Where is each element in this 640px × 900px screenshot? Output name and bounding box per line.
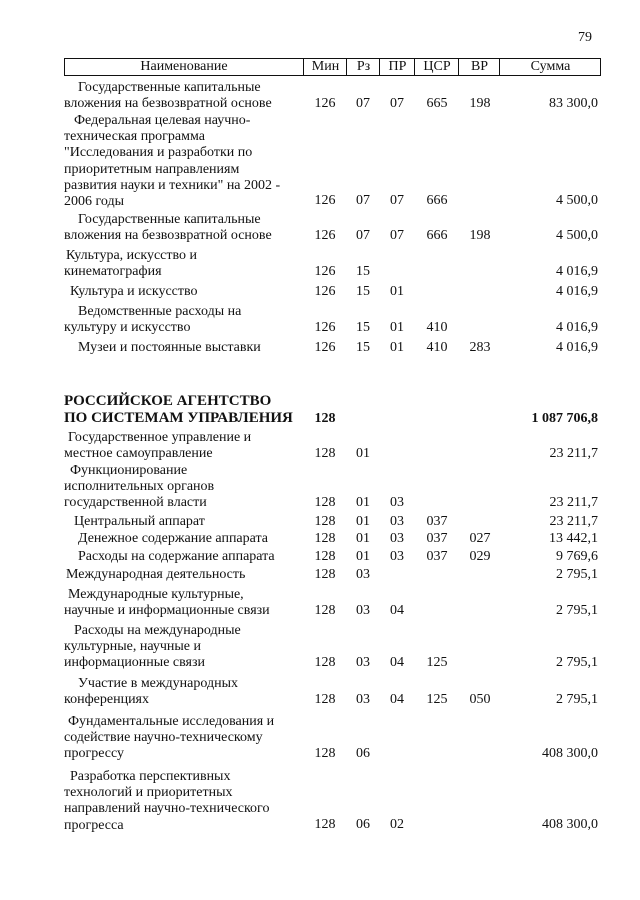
row-rz: 07 <box>356 193 370 208</box>
row-pr: 04 <box>390 603 404 618</box>
row-pr: 03 <box>390 514 404 529</box>
row-min: 128 <box>314 817 336 832</box>
row-min: 128 <box>314 655 336 670</box>
table-row <box>0 676 640 708</box>
row-rz: 01 <box>356 514 370 529</box>
table-row <box>0 80 640 112</box>
row-sum: 4 016,9 <box>556 284 598 299</box>
row-pr: 04 <box>390 692 404 707</box>
row-name: Федеральная целевая научно-техническая программа "Исследования и разработки по приоритетным направлениям развития науки и техники" на 2002 - 2006 годы <box>64 113 281 210</box>
table-row <box>0 549 640 565</box>
row-pr: 02 <box>390 817 404 832</box>
row-min: 126 <box>314 340 336 355</box>
table-row <box>0 304 640 336</box>
row-sum: 408 300,0 <box>542 746 598 761</box>
row-name: Государственное управление и местное самоуправление <box>64 430 252 462</box>
row-vr: 027 <box>469 531 491 546</box>
row-sum: 23 211,7 <box>549 514 598 529</box>
row-name: Функционирование исполнительных органов государственной власти <box>64 463 215 511</box>
row-min: 128 <box>314 567 336 582</box>
row-csr: 410 <box>426 320 448 335</box>
row-sum: 1 087 706,8 <box>531 411 598 426</box>
row-name: Государственные капитальные вложения на безвозвратной основе <box>64 80 272 112</box>
row-rz: 03 <box>356 567 370 582</box>
row-min: 128 <box>314 746 336 761</box>
row-sum: 83 300,0 <box>549 96 598 111</box>
row-pr: 03 <box>390 549 404 564</box>
table-row <box>0 463 640 511</box>
row-pr: 07 <box>390 193 404 208</box>
row-sum: 9 769,6 <box>556 549 598 564</box>
row-sum: 4 500,0 <box>556 193 598 208</box>
row-rz: 15 <box>356 284 370 299</box>
row-sum: 2 795,1 <box>556 567 598 582</box>
header-min: Мин <box>303 59 347 75</box>
row-name: Расходы на содержание аппарата <box>78 549 275 564</box>
row-sum: 4 500,0 <box>556 228 598 243</box>
row-sum: 2 795,1 <box>556 603 598 618</box>
header-csr: ЦСР <box>414 59 459 75</box>
row-vr: 050 <box>469 692 491 707</box>
header-vr: ВР <box>458 59 500 75</box>
row-csr: 037 <box>426 549 448 564</box>
row-min: 128 <box>314 514 336 529</box>
table-row <box>0 531 640 547</box>
row-csr: 665 <box>426 96 448 111</box>
row-vr: 283 <box>469 340 491 355</box>
row-rz: 03 <box>356 692 370 707</box>
table-row <box>0 567 640 583</box>
page-number: 79 <box>578 30 592 45</box>
row-name: Фундаментальные исследования и содействие научно-техническому прогрессу <box>64 714 275 762</box>
table-row <box>0 514 640 530</box>
row-pr: 07 <box>390 96 404 111</box>
row-min: 128 <box>314 446 336 461</box>
table-row <box>0 284 640 300</box>
row-min: 128 <box>314 531 336 546</box>
row-sum: 408 300,0 <box>542 817 598 832</box>
row-sum: 4 016,9 <box>556 320 598 335</box>
row-min: 128 <box>314 692 336 707</box>
table-row <box>0 248 640 280</box>
row-csr: 666 <box>426 193 448 208</box>
row-name: Культура и искусство <box>70 284 198 299</box>
row-sum: 4 016,9 <box>556 340 598 355</box>
row-pr: 01 <box>390 320 404 335</box>
row-pr: 01 <box>390 340 404 355</box>
row-vr: 198 <box>469 96 491 111</box>
row-csr: 037 <box>426 531 448 546</box>
row-csr: 410 <box>426 340 448 355</box>
table-row <box>0 340 640 356</box>
table-row <box>0 587 640 619</box>
table-row <box>0 113 640 209</box>
row-min: 126 <box>314 284 336 299</box>
row-min: 126 <box>314 193 336 208</box>
table-row <box>0 769 640 833</box>
row-sum: 23 211,7 <box>549 495 598 510</box>
row-min: 128 <box>314 411 336 426</box>
row-pr: 04 <box>390 655 404 670</box>
row-min: 128 <box>314 549 336 564</box>
row-vr: 198 <box>469 228 491 243</box>
header-sum: Сумма <box>499 59 601 75</box>
row-sum: 13 442,1 <box>549 531 598 546</box>
table-row <box>0 623 640 671</box>
table-row <box>0 714 640 762</box>
row-pr: 07 <box>390 228 404 243</box>
row-name: Международная деятельность <box>66 567 246 582</box>
row-sum: 4 016,9 <box>556 264 598 279</box>
row-name: РОССИЙСКОЕ АГЕНТСТВО ПО СИСТЕМАМ УПРАВЛЕНИЯ <box>64 393 293 426</box>
row-sum: 2 795,1 <box>556 692 598 707</box>
row-rz: 06 <box>356 817 370 832</box>
row-name: Участие в международных конференциях <box>64 676 239 708</box>
header-pr: ПР <box>379 59 415 75</box>
row-rz: 06 <box>356 746 370 761</box>
row-csr: 125 <box>426 655 448 670</box>
row-rz: 07 <box>356 96 370 111</box>
row-pr: 01 <box>390 284 404 299</box>
row-sum: 23 211,7 <box>549 446 598 461</box>
row-rz: 15 <box>356 340 370 355</box>
row-rz: 01 <box>356 531 370 546</box>
header-name: Наименование <box>140 59 228 74</box>
row-name: Международные культурные, научные и информационные связи <box>64 587 270 619</box>
row-min: 128 <box>314 603 336 618</box>
row-pr: 03 <box>390 531 404 546</box>
row-min: 128 <box>314 495 336 510</box>
row-name: Государственные капитальные вложения на безвозвратной основе <box>64 212 272 244</box>
row-pr: 03 <box>390 495 404 510</box>
row-min: 126 <box>314 96 336 111</box>
row-name: Музеи и постоянные выставки <box>78 340 261 355</box>
row-csr: 037 <box>426 514 448 529</box>
row-name: Разработка перспективных технологий и приоритетных направлений научно-технического прогресса <box>64 769 270 833</box>
row-rz: 15 <box>356 264 370 279</box>
header-rz: Рз <box>346 59 380 75</box>
row-min: 126 <box>314 264 336 279</box>
table-row <box>0 212 640 244</box>
row-rz: 01 <box>356 495 370 510</box>
row-rz: 03 <box>356 655 370 670</box>
row-vr: 029 <box>469 549 491 564</box>
row-csr: 666 <box>426 228 448 243</box>
row-rz: 01 <box>356 549 370 564</box>
row-name: Центральный аппарат <box>74 514 205 529</box>
row-name: Расходы на международные культурные, научные и информационные связи <box>64 623 241 671</box>
row-name: Денежное содержание аппарата <box>78 531 269 546</box>
row-rz: 15 <box>356 320 370 335</box>
row-rz: 03 <box>356 603 370 618</box>
row-min: 126 <box>314 228 336 243</box>
row-rz: 07 <box>356 228 370 243</box>
row-min: 126 <box>314 320 336 335</box>
row-rz: 01 <box>356 446 370 461</box>
row-sum: 2 795,1 <box>556 655 598 670</box>
row-csr: 125 <box>426 692 448 707</box>
row-name: Культура, искусство и кинематография <box>64 248 198 280</box>
table-row <box>0 430 640 462</box>
table-row <box>0 393 640 427</box>
row-name: Ведомственные расходы на культуру и искусство <box>64 304 242 336</box>
